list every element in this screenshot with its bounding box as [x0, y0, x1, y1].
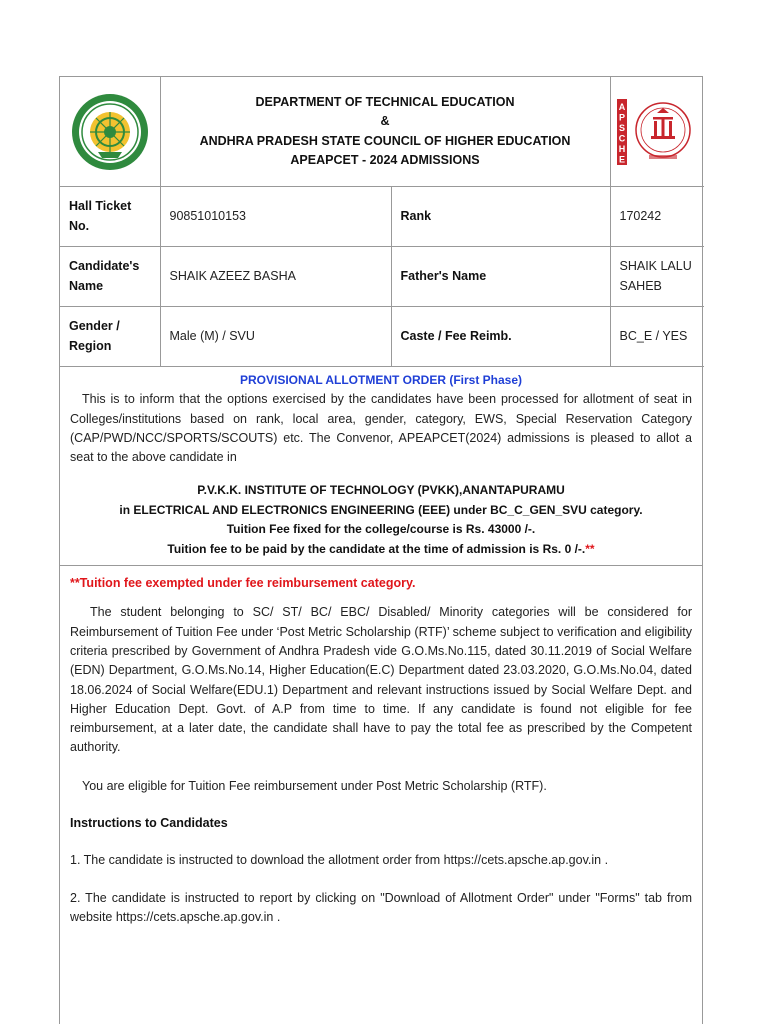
- father-name-label: Father's Name: [391, 247, 610, 307]
- candidate-name-label: Candidate's Name: [60, 247, 160, 307]
- apsche-letter: E: [619, 154, 626, 164]
- apsche-vertical-letters: [619, 102, 626, 165]
- candidate-name-value: SHAIK AZEEZ BASHA: [160, 247, 391, 307]
- apsche-letter: A: [619, 101, 626, 112]
- header-line-3: ANDHRA PRADESH STATE COUNCIL OF HIGHER EDUCATION: [199, 133, 571, 148]
- apsche-letter: H: [619, 143, 626, 154]
- header-title-block: [160, 77, 610, 187]
- reimbursement-paragraph: The student belonging to SC/ ST/ BC/ EBC/ Disabled/ Minority categories will be considered for Reimbursement of Tuition Fee under ‘Post Metric Scholarship (RTF)’ scheme subject to verification and eligibility criteria prescribed by Government of Andhra Pradesh vide G.O.Ms.No.115, dated 30.11.2019 of Social Welfare (EDN) Department, G.O.Ms.No.14, Higher Education(E.C) Department dated 23.03.2020, G.O.Ms.No.04, dated 18.06.2024 of Social Welfare(EDU.1) Department and relevant instructions issued by Social Welfare Dept. and Higher Education Dept. Govt. of A.P from time to time. If any candidate is found not eligible for fee reimbursement, at a later date, the candidate shall have to pay the total fee as prescribed by the Competent authority.: [70, 605, 692, 755]
- apsche-letter: S: [619, 122, 626, 133]
- header-line-4: APEAPCET - 2024 ADMISSIONS: [290, 152, 480, 167]
- section-divider: [60, 565, 702, 566]
- gender-region-value: Male (M) / SVU: [160, 307, 391, 367]
- allotment-order-document: [59, 76, 703, 1024]
- ap-state-emblem-logo: [70, 92, 150, 172]
- caste-fee-value: BC_E / YES: [610, 307, 704, 367]
- apsche-letter: C: [619, 133, 626, 143]
- tuition-fee-fixed: Tuition Fee fixed for the college/course is Rs. 43000 /-.: [226, 522, 536, 537]
- gender-caste-row: [60, 307, 704, 367]
- fee-exemption-note: **Tuition fee exempted under fee reimbursement category.: [70, 576, 416, 591]
- eligibility-line: You are eligible for Tuition Fee reimbursement under Post Metric Scholarship (RTF).: [82, 778, 547, 793]
- tuition-fee-payable-text: Tuition fee to be paid by the candidate at the time of admission is Rs. 0 /-.: [167, 541, 586, 556]
- hall-ticket-value: 90851010153: [160, 187, 391, 247]
- apsche-logo: [617, 99, 697, 165]
- order-body: [60, 371, 702, 927]
- intro-paragraph: This is to inform that the options exercised by the candidates have been processed for allotment of seat in Colleges/institutions based on rank, local area, gender, category, EWS, Special Reservation Category (CAP/PWD/NCC/SPORTS/SCOUTS) etc. The Convenor, APEAPCET(2024) admissions is pleased to allot a seat to the above candidate in: [70, 392, 692, 465]
- hall-ticket-label: Hall Ticket No.: [60, 187, 160, 247]
- hall-ticket-rank-row: [60, 187, 704, 247]
- name-father-row: [60, 247, 704, 307]
- rank-label: Rank: [391, 187, 610, 247]
- header-row: [60, 77, 704, 187]
- gender-region-label: Gender / Region: [60, 307, 160, 367]
- apsche-letter: P: [619, 112, 626, 122]
- allotted-branch: in ELECTRICAL AND ELECTRONICS ENGINEERING (EEE) under BC_C_GEN_SVU category.: [119, 502, 643, 517]
- caste-fee-label: Caste / Fee Reimb.: [391, 307, 610, 367]
- header-line-1: DEPARTMENT OF TECHNICAL EDUCATION: [255, 94, 515, 109]
- rank-value: 170242: [610, 187, 704, 247]
- allotment-details: [70, 481, 692, 559]
- allotted-college: P.V.K.K. INSTITUTE OF TECHNOLOGY (PVKK),ANANTAPURAMU: [197, 483, 565, 498]
- header-and-candidate-table: [60, 77, 704, 367]
- instruction-2: 2. The candidate is instructed to report by clicking on "Download of Allotment Order" under "Forms" tab from website https://cets.apsche.ap.gov.in .: [70, 890, 692, 924]
- instructions-heading: Instructions to Candidates: [70, 816, 228, 831]
- instruction-1: 1. The candidate is instructed to download the allotment order from https://cets.apsche.ap.gov.in .: [70, 853, 609, 868]
- apsche-logo-cell: [610, 77, 704, 187]
- header-line-2: &: [380, 114, 390, 129]
- tuition-fee-payable: [70, 540, 692, 559]
- father-name-value: SHAIK LALU SAHEB: [610, 247, 704, 307]
- ap-state-emblem-cell: [60, 77, 160, 187]
- order-title: PROVISIONAL ALLOTMENT ORDER (First Phase): [239, 373, 523, 387]
- fee-footnote-mark: **: [585, 541, 595, 556]
